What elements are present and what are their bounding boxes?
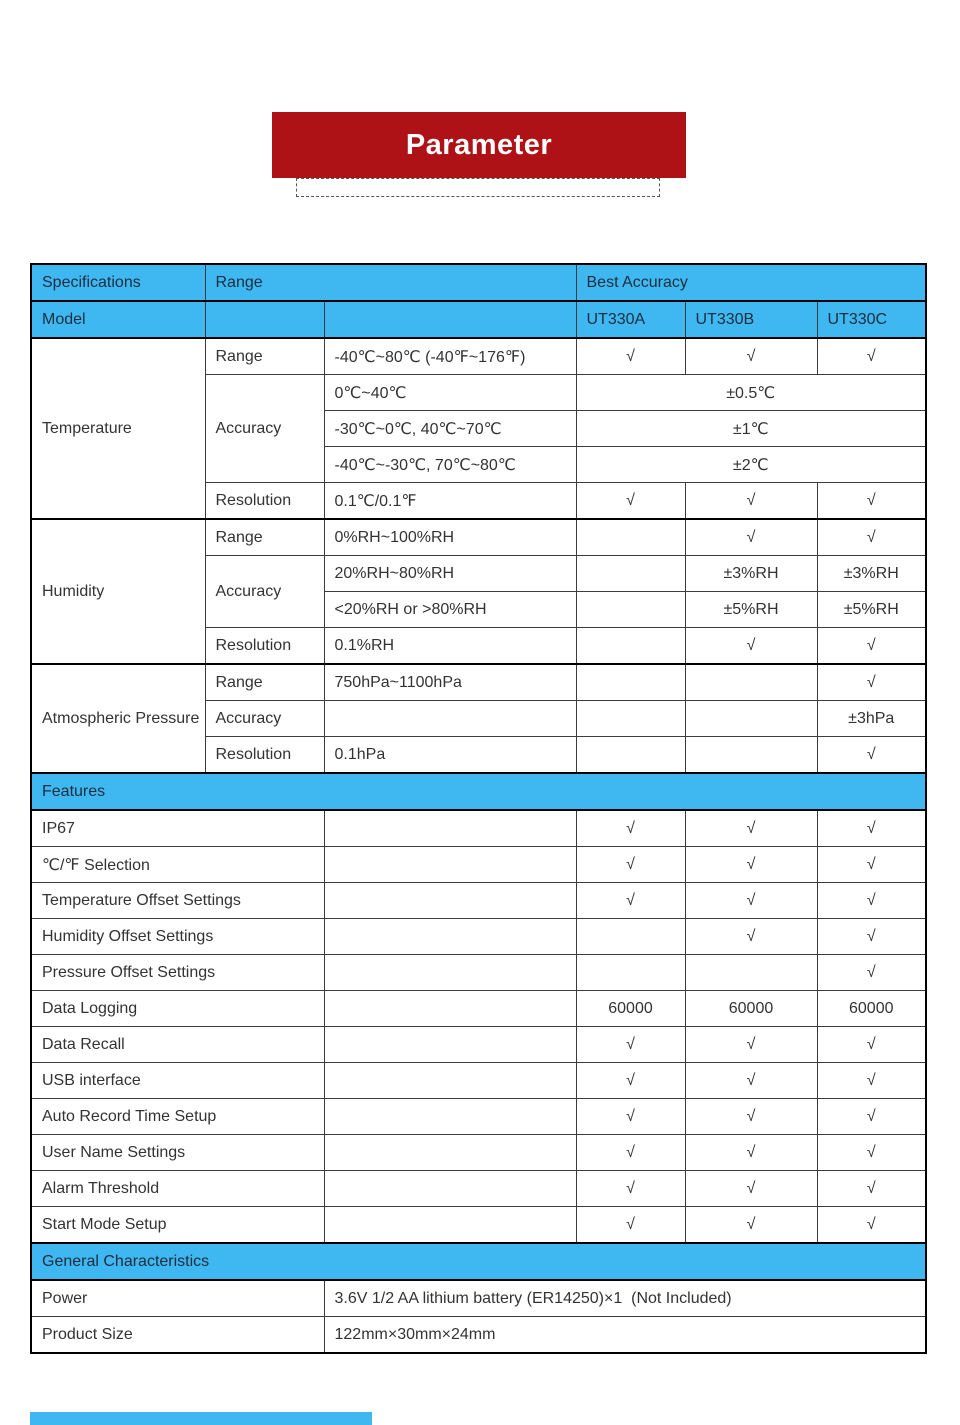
header-best-accuracy: Best Accuracy (576, 264, 926, 301)
power-value: 3.6V 1/2 AA lithium battery (ER14250)×1 (Not Included) (324, 1280, 926, 1317)
feature-ut330a (576, 955, 685, 991)
feature-ut330c: 60000 (817, 991, 926, 1027)
feature-row (31, 1135, 926, 1171)
feature-row (31, 1207, 926, 1244)
feature-ut330a: 60000 (576, 991, 685, 1027)
feature-ut330c: √ (817, 955, 926, 991)
parameter-section-banner (272, 112, 686, 178)
feature-ut330a: √ (576, 1063, 685, 1099)
pressure-resolution-label: Resolution (205, 737, 324, 774)
feature-ut330b: √ (685, 847, 817, 883)
humidity-accuracy-1-ut330b: ±3%RH (685, 556, 817, 592)
feature-label: IP67 (31, 810, 324, 847)
temp-resolution-ut330b: √ (685, 483, 817, 520)
product-size-label: Product Size (31, 1317, 324, 1354)
feature-row (31, 991, 926, 1027)
temp-accuracy-value-1: ±0.5℃ (576, 375, 926, 411)
feature-ut330b: √ (685, 883, 817, 919)
feature-ut330a: √ (576, 847, 685, 883)
humidity-range-label: Range (205, 519, 324, 556)
feature-row (31, 919, 926, 955)
row-pressure-range (31, 664, 926, 701)
feature-label: Data Recall (31, 1027, 324, 1063)
feature-empty-cell (324, 955, 576, 991)
header-model: Model (31, 301, 205, 338)
feature-row (31, 810, 926, 847)
temp-accuracy-value-2: ±1℃ (576, 411, 926, 447)
feature-ut330c: √ (817, 919, 926, 955)
feature-empty-cell (324, 1027, 576, 1063)
feature-ut330a: √ (576, 1171, 685, 1207)
feature-label: Auto Record Time Setup (31, 1099, 324, 1135)
humidity-resolution-ut330b: √ (685, 628, 817, 665)
pressure-range-ut330b (685, 664, 817, 701)
pressure-range-value: 750hPa~1100hPa (324, 664, 576, 701)
temp-accuracy-cond-3: -40℃~-30℃, 70℃~80℃ (324, 447, 576, 483)
feature-ut330c: √ (817, 1207, 926, 1244)
humidity-resolution-label: Resolution (205, 628, 324, 665)
feature-label: ℃/℉ Selection (31, 847, 324, 883)
temp-resolution-value: 0.1℃/0.1℉ (324, 483, 576, 520)
temp-resolution-ut330c: √ (817, 483, 926, 520)
temp-accuracy-label: Accuracy (205, 375, 324, 483)
feature-label: User Name Settings (31, 1135, 324, 1171)
temp-range-ut330b: √ (685, 338, 817, 375)
feature-row (31, 883, 926, 919)
temp-resolution-ut330a: √ (576, 483, 685, 520)
feature-label: Data Logging (31, 991, 324, 1027)
humidity-accuracy-1-ut330c: ±3%RH (817, 556, 926, 592)
feature-ut330b: √ (685, 1207, 817, 1244)
feature-ut330b: √ (685, 1135, 817, 1171)
header-row-1 (31, 264, 926, 301)
dashed-underline-box (296, 178, 660, 197)
humidity-accuracy-2-ut330a (576, 592, 685, 628)
feature-label: USB interface (31, 1063, 324, 1099)
feature-empty-cell (324, 1063, 576, 1099)
feature-ut330a: √ (576, 1135, 685, 1171)
feature-ut330b: √ (685, 1063, 817, 1099)
feature-ut330b (685, 955, 817, 991)
feature-empty-cell (324, 1171, 576, 1207)
feature-ut330c: √ (817, 1099, 926, 1135)
feature-ut330c: √ (817, 1027, 926, 1063)
feature-row (31, 1099, 926, 1135)
features-header: Features (31, 773, 926, 810)
feature-empty-cell (324, 847, 576, 883)
pressure-resolution-ut330c: √ (817, 737, 926, 774)
temp-resolution-label: Resolution (205, 483, 324, 520)
header-row-models (31, 301, 926, 338)
header-range: Range (205, 264, 576, 301)
pressure-accuracy-ut330b (685, 701, 817, 737)
feature-ut330a: √ (576, 810, 685, 847)
next-section-banner-edge (30, 1412, 372, 1425)
feature-row (31, 1171, 926, 1207)
feature-empty-cell (324, 1099, 576, 1135)
row-humidity-range (31, 519, 926, 556)
humidity-resolution-ut330c: √ (817, 628, 926, 665)
feature-ut330b: √ (685, 810, 817, 847)
feature-ut330c: √ (817, 847, 926, 883)
humidity-accuracy-2-ut330c: ±5%RH (817, 592, 926, 628)
temp-accuracy-cond-2: -30℃~0℃, 40℃~70℃ (324, 411, 576, 447)
header-empty-cell (324, 301, 576, 338)
row-temperature-range (31, 338, 926, 375)
feature-ut330b: √ (685, 1099, 817, 1135)
humidity-range-ut330a (576, 519, 685, 556)
feature-ut330a: √ (576, 1027, 685, 1063)
feature-ut330c: √ (817, 1135, 926, 1171)
section-label-atmospheric-pressure: Atmospheric Pressure (31, 664, 205, 773)
feature-empty-cell (324, 1135, 576, 1171)
feature-empty-cell (324, 919, 576, 955)
pressure-accuracy-ut330a (576, 701, 685, 737)
humidity-accuracy-cond-2: <20%RH or >80%RH (324, 592, 576, 628)
general-row-product-size (31, 1317, 926, 1354)
feature-row (31, 1027, 926, 1063)
pressure-resolution-ut330b (685, 737, 817, 774)
power-label: Power (31, 1280, 324, 1317)
feature-ut330c: √ (817, 883, 926, 919)
humidity-accuracy-label: Accuracy (205, 556, 324, 628)
header-model-ut330a: UT330A (576, 301, 685, 338)
feature-ut330b: √ (685, 1027, 817, 1063)
feature-row (31, 847, 926, 883)
feature-label: Pressure Offset Settings (31, 955, 324, 991)
feature-ut330a: √ (576, 1207, 685, 1244)
pressure-range-ut330a (576, 664, 685, 701)
product-size-value: 122mm×30mm×24mm (324, 1317, 926, 1354)
humidity-range-value: 0%RH~100%RH (324, 519, 576, 556)
feature-ut330c: √ (817, 810, 926, 847)
humidity-accuracy-2-ut330b: ±5%RH (685, 592, 817, 628)
feature-label: Start Mode Setup (31, 1207, 324, 1244)
pressure-resolution-value: 0.1hPa (324, 737, 576, 774)
feature-label: Temperature Offset Settings (31, 883, 324, 919)
humidity-accuracy-cond-1: 20%RH~80%RH (324, 556, 576, 592)
section-label-humidity: Humidity (31, 519, 205, 664)
humidity-resolution-value: 0.1%RH (324, 628, 576, 665)
temp-accuracy-cond-1: 0℃~40℃ (324, 375, 576, 411)
section-label-temperature: Temperature (31, 338, 205, 519)
humidity-accuracy-1-ut330a (576, 556, 685, 592)
pressure-range-ut330c: √ (817, 664, 926, 701)
general-characteristics-header: General Characteristics (31, 1243, 926, 1280)
header-model-ut330c: UT330C (817, 301, 926, 338)
humidity-resolution-ut330a (576, 628, 685, 665)
header-specifications: Specifications (31, 264, 205, 301)
pressure-accuracy-label: Accuracy (205, 701, 324, 737)
specification-table (30, 263, 927, 1354)
temp-range-ut330c: √ (817, 338, 926, 375)
pressure-accuracy-ut330c: ±3hPa (817, 701, 926, 737)
feature-ut330b: √ (685, 1171, 817, 1207)
feature-ut330a: √ (576, 1099, 685, 1135)
section-title: Parameter (405, 128, 553, 161)
feature-ut330c: √ (817, 1171, 926, 1207)
temp-range-ut330a: √ (576, 338, 685, 375)
general-row-power (31, 1280, 926, 1317)
temp-range-label: Range (205, 338, 324, 375)
feature-ut330b: 60000 (685, 991, 817, 1027)
feature-row (31, 955, 926, 991)
feature-label: Alarm Threshold (31, 1171, 324, 1207)
feature-ut330b: √ (685, 919, 817, 955)
general-header-row (31, 1243, 926, 1280)
features-header-row (31, 773, 926, 810)
feature-empty-cell (324, 1207, 576, 1244)
feature-empty-cell (324, 810, 576, 847)
feature-label: Humidity Offset Settings (31, 919, 324, 955)
feature-row (31, 1063, 926, 1099)
pressure-accuracy-value (324, 701, 576, 737)
pressure-resolution-ut330a (576, 737, 685, 774)
temp-accuracy-value-3: ±2℃ (576, 447, 926, 483)
header-model-ut330b: UT330B (685, 301, 817, 338)
feature-ut330a (576, 919, 685, 955)
temp-range-value: -40℃~80℃ (-40℉~176℉) (324, 338, 576, 375)
feature-empty-cell (324, 991, 576, 1027)
feature-ut330c: √ (817, 1063, 926, 1099)
feature-empty-cell (324, 883, 576, 919)
feature-ut330a: √ (576, 883, 685, 919)
humidity-range-ut330c: √ (817, 519, 926, 556)
humidity-range-ut330b: √ (685, 519, 817, 556)
pressure-range-label: Range (205, 664, 324, 701)
header-empty-cell (205, 301, 324, 338)
